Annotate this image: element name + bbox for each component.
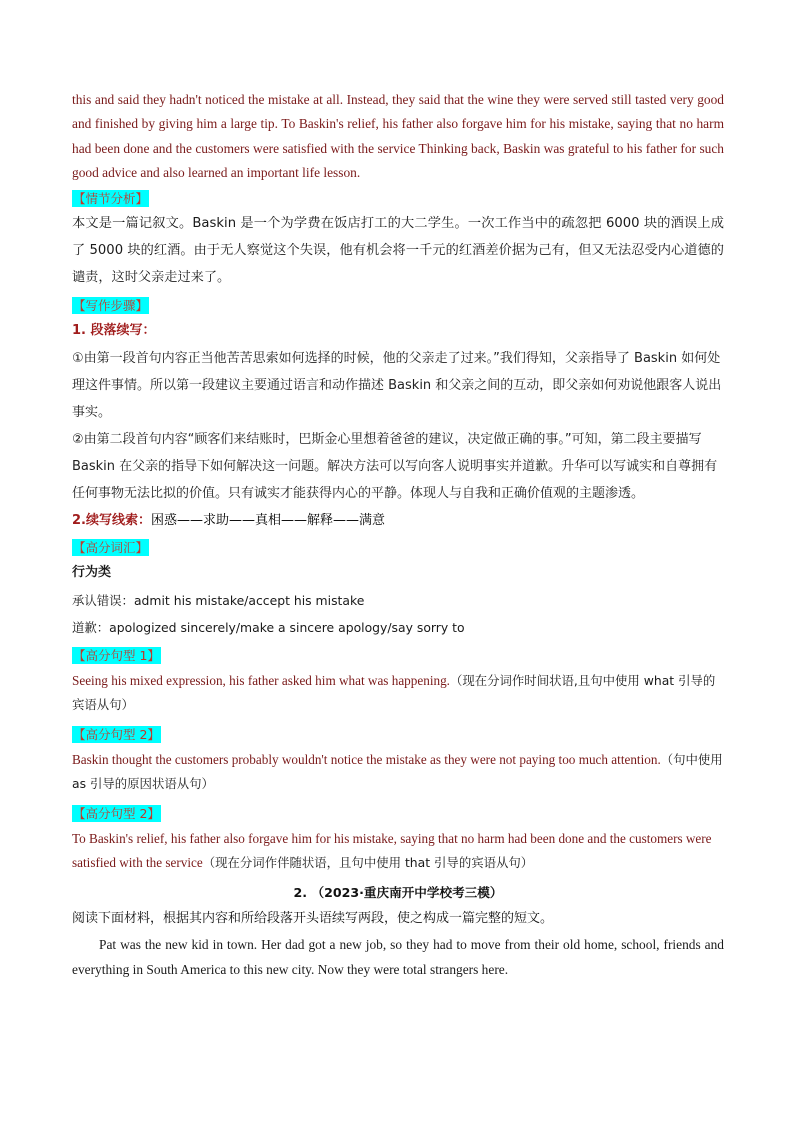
step1-point1: ①由第一段首句内容正当他苦苦思索如何选择的时候，他的父亲走了过来。”我们得知，父亲指导了 Baskin 如何处理这件事情。所以第一段建议主要通过语言和动作描述 Baskin 和父亲之间的互动，即父亲如何劝说他跟客人说出事实。 [72, 350, 722, 420]
plot-analysis-text: 本文是一篇记叙文。Baskin 是一个为学费在饭店打工的大二学生。一次工作当中的疏忽把 6000 块的酒误上成了 5000 块的红酒。由于无人察觉这个失误，他有机会将一千元的红酒差价据为己有，但又无法忍受内心道德的谴责，这时父亲走过来了。 [72, 215, 724, 285]
question-2-passage: Pat was the new kid in town. Her dad got a new job, so they had to move from their old home, school, friends and everything in South America to this new city. Now they were total strangers here. [72, 936, 724, 977]
writing-steps-tag: 【写作步骤】 [73, 297, 149, 313]
sentence-en: Baskin thought the customers probably wouldn't notice the mistake as they were not paying too much attention. [72, 751, 661, 767]
sentence-tag-1: 【高分句型 1】 [73, 647, 160, 663]
sentence-note: （现在分词作时间状语,且句中使用 what 引导的宾语从句） [72, 672, 716, 713]
step1-point2: ②由第二段首句内容“顾客们来结账时，巴斯金心里想着爸爸的建议，决定做正确的事。”可知，第二段主要描写 Baskin 在父亲的指导下如何解决这一问题。解决方法可以写向客人说明事实并道歉。升华可以写诚实和自尊拥有任何事物无法比拟的价值。只有诚实才能获得内心的平静。体现人与自我和正确价值观的主题渗透。 [72, 431, 718, 501]
step2-text: 困惑——求助——真相——解释——满意 [150, 512, 385, 528]
step1-label: 1. 段落续写： [72, 322, 156, 338]
plot-analysis-tag: 【情节分析】 [73, 190, 149, 206]
sentence-pattern-2 [72, 748, 724, 797]
sentence-note: （现在分词作伴随状语，且句中使用 that 引导的宾语从句） [202, 855, 534, 871]
intro-passage: this and said they hadn't noticed the mistake at all. Instead, they said that the wine they were served still tasted very good and finished by giving him a large tip. To Baskin's relief, his father also forgave him for his mistake, saying that no harm had been done and the customers were satisfied with the service Thinking back, Baskin was grateful to his father for such good advice and also learned an important life lesson. [72, 92, 724, 181]
sentence-note: （句中使用 as 引导的原因状语从句） [72, 751, 723, 792]
vocab-item: 道歉：apologized sincerely/make a sincere apology/say sorry to [72, 619, 465, 635]
question-2-instruction: 阅读下面材料，根据其内容和所给段落开头语续写两段，使之构成一篇完整的短文。 [72, 910, 554, 926]
sentence-en: Seeing his mixed expression, his father asked him what was happening. [72, 672, 450, 688]
sentence-pattern-1 [72, 669, 724, 718]
sentence-pattern-3 [72, 827, 724, 876]
vocab-item: 承认错误：admit his mistake/accept his mistake [72, 592, 365, 608]
sentence-en: To Baskin's relief, his father also forgave him for his mistake, saying that no harm had been done and the customers were satisfied with the service [72, 830, 712, 871]
sentence-tag-3: 【高分句型 2】 [73, 805, 160, 821]
vocab-tag: 【高分词汇】 [73, 539, 149, 555]
question-2-title: 2. （2023·重庆南开中学校考三模） [293, 884, 503, 900]
document-page [72, 88, 724, 982]
vocab-category: 行为类 [72, 564, 112, 580]
step2-label: 2.续写线索： [72, 512, 151, 528]
sentence-tag-2: 【高分句型 2】 [73, 726, 160, 742]
